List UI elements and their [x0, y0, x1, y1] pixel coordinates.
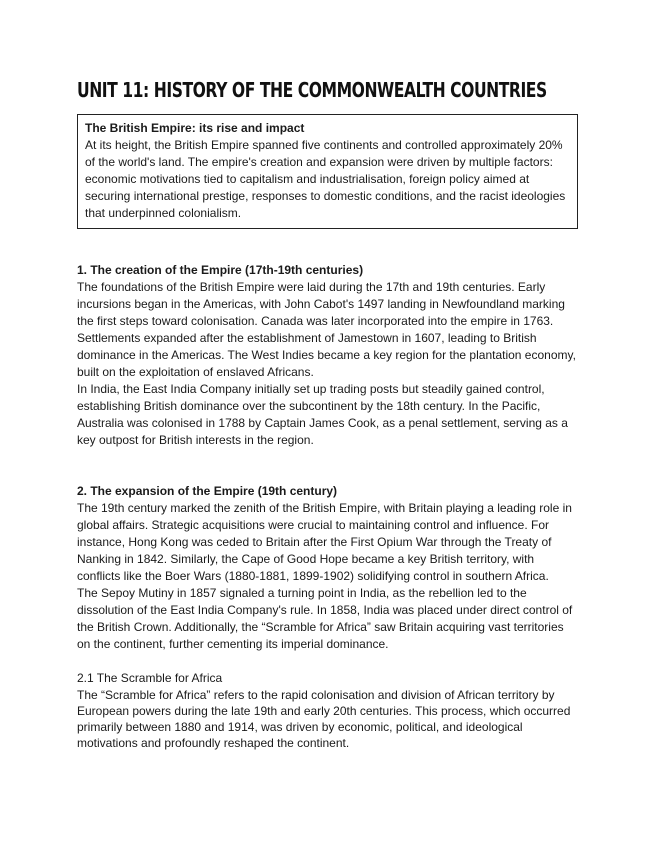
section-creation-paragraph-2: In India, the East India Company initially set up trading posts but steadily gained control, establishing British dominance over the subcontinent by the 18th century. In the Pacific, Australia was colonised in 1788 by Captain James Cook, as a penal settlement, serving as a key outpost for British interests in the region.: [77, 382, 568, 447]
intro-text: At its height, the British Empire spanned five continents and controlled approximately 20% of the world's land. The empire's creation and expansion were driven by multiple factors: economic motivations tied to capitalism and industrialisation, foreign policy aimed at securing international prestige, responses to domestic conditions, and the racist ideologies that underpinned colonialism.: [85, 138, 566, 220]
subsection-scramble-text: The “Scramble for Africa” refers to the rapid colonisation and division of African territory by European powers during the late 19th and early 20th centuries. This process, which occurred primarily between 1880 and 1914, was driven by economic, political, and ideological motivations and profoundly reshaped the continent.: [77, 688, 571, 750]
section-expansion: [77, 483, 577, 653]
subsection-scramble: [77, 670, 577, 751]
section-expansion-heading: 2. The expansion of the Empire (19th century): [77, 484, 338, 498]
section-creation-paragraph-1: The foundations of the British Empire were laid during the 17th and 19th centuries. Early incursions began in the Americas, with John Cabot's 1497 landing in Newfoundland marking the first steps toward colonisation. Canada was later incorporated into the empire in 1763. Settlements expanded after the establishment of Jamestown in 1607, leading to British dominance in the Americas. The West Indies became a key region for the plantation economy, built on the exploitation of enslaved Africans.: [77, 280, 576, 379]
intro-box: [77, 114, 578, 229]
subsection-scramble-heading: 2.1 The Scramble for Africa: [77, 671, 223, 685]
intro-heading: The British Empire: its rise and impact: [85, 121, 305, 135]
unit-title: UNIT 11: HISTORY OF THE COMMONWEALTH COUNTRIES: [77, 78, 547, 102]
section-expansion-paragraph-2: The Sepoy Mutiny in 1857 signaled a turning point in India, as the rebellion led to the dissolution of the East India Company's rule. In 1858, India was placed under direct control of the British Crown. Additionally, the “Scramble for Africa” saw Britain acquiring vast territories on the continent, further cementing its imperial dominance.: [77, 586, 573, 651]
section-creation: [77, 262, 577, 449]
section-expansion-paragraph-1: The 19th century marked the zenith of the British Empire, with Britain playing a leading role in global affairs. Strategic acquisitions were crucial to maintaining control and influence. For instance, Hong Kong was ceded to Britain after the First Opium War through the Treaty of Nanking in 1842. Similarly, the Cape of Good Hope became a key British territory, with conflicts like the Boer Wars (1880-1881, 1899-1902) solidifying control in southern Africa.: [77, 501, 572, 583]
section-creation-heading: 1. The creation of the Empire (17th-19th centuries): [77, 263, 364, 277]
